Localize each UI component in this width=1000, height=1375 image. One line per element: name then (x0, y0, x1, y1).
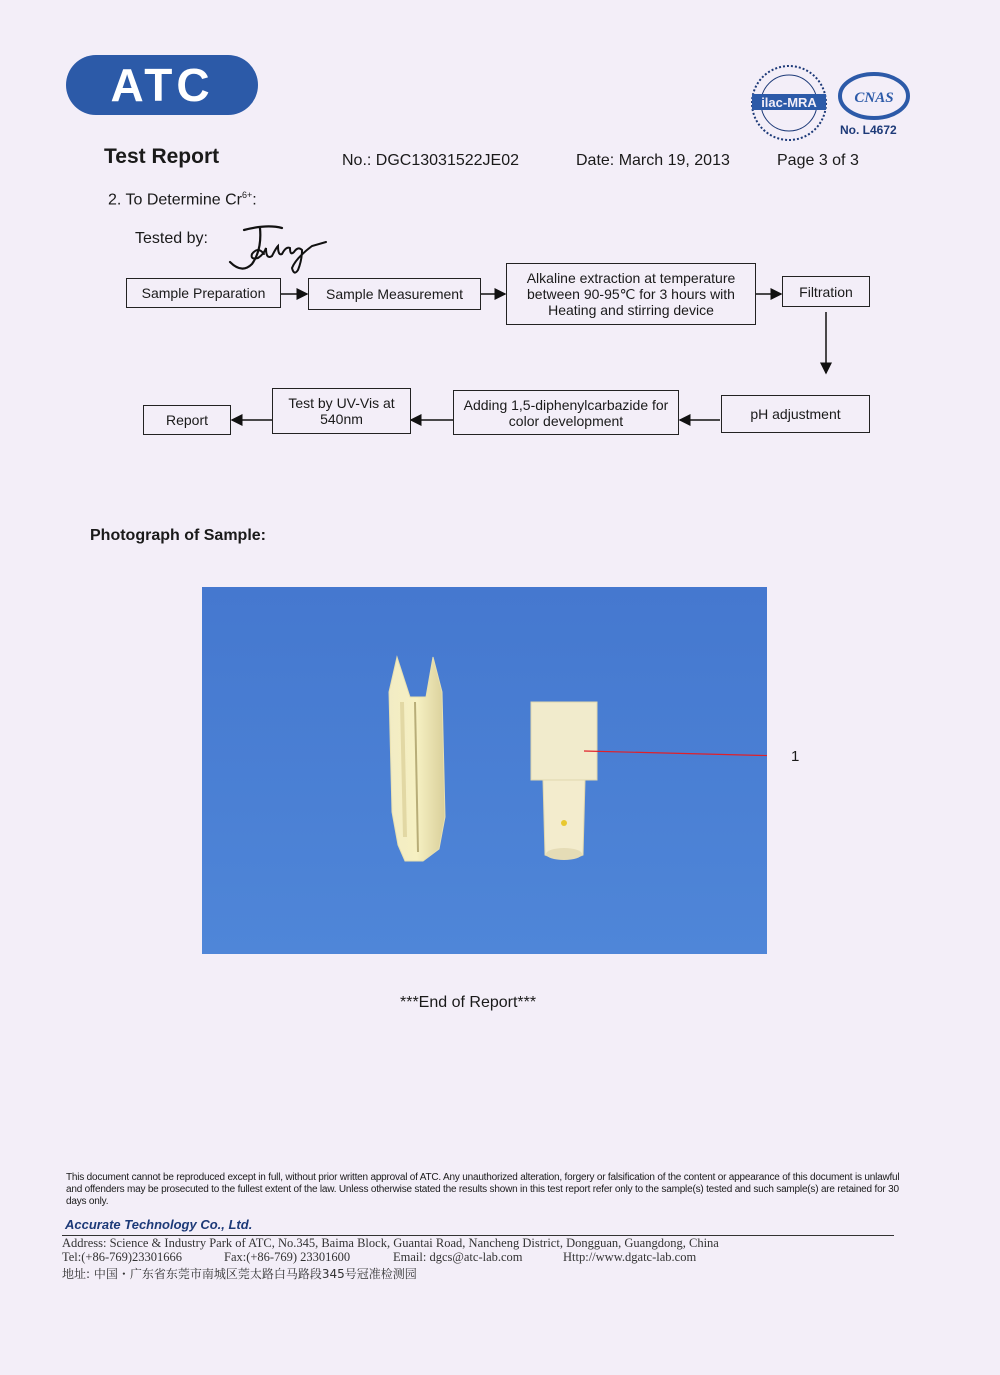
flow-box-adding-reagent: Adding 1,5-diphenylcarbazide for color development (453, 390, 679, 435)
flow-box-filtration: Filtration (782, 276, 870, 307)
license-number: No. L4672 (840, 123, 897, 137)
flow-box-uv-vis-test: Test by UV-Vis at 540nm (272, 388, 411, 434)
footer-email: Email: dgcs@atc-lab.com (393, 1250, 523, 1264)
footer-address-chinese: 地址: 中国・广东省东莞市南城区莞太路白马路段345号冠准检测园 (62, 1267, 417, 1281)
page-number: Page 3 of 3 (777, 152, 859, 169)
photo-heading: Photograph of Sample: (90, 527, 266, 544)
footer-website: Http://www.dgatc-lab.com (563, 1250, 697, 1264)
svg-text:ilac-MRA: ilac-MRA (761, 95, 817, 110)
report-number: No.: DGC13031522JE02 (342, 152, 519, 169)
flow-box-report: Report (143, 405, 231, 435)
flow-box-sample-preparation: Sample Preparation (126, 278, 281, 308)
section-heading: 2. To Determine $Cr^{6+}$: (108, 190, 257, 209)
end-of-report: ***End of Report*** (400, 994, 537, 1011)
svg-text:CNAS: CNAS (854, 90, 894, 106)
photo-callout-label: 1 (791, 748, 800, 765)
footer-disclaimer: This document cannot be reproduced except in full, without prior written approval of ATC. Any unauthorized alteration, forgery or falsification of the content or appearance of this document is unlawful and offenders may be prosecuted to the fullest extent of the law. Unless otherwise stated the results shown in this test report refer only to the sample(s) tested and such sample(s) are retained for 30 days only. (66, 1172, 900, 1207)
tested-by-label: Tested by: (135, 230, 208, 247)
footer-company: Accurate Technology Co., Ltd. (65, 1217, 253, 1232)
flow-box-alkaline-extraction: Alkaline extraction at temperature between 90-95℃ for 3 hours with Heating and stirring device (506, 263, 756, 325)
atc-logo: ATC (66, 55, 258, 115)
flow-box-ph-adjustment: pH adjustment (721, 395, 870, 433)
footer-address: Address: Science & Industry Park of ATC, No.345, Baima Block, Guantai Road, Nancheng District, Dongguan, Guangdong, China (62, 1236, 719, 1250)
footer-tel: Tel:(+86-769)23301666 (62, 1250, 183, 1264)
footer-fax: Fax:(+86-769) 23301600 (224, 1250, 351, 1264)
report-date: Date: March 19, 2013 (576, 152, 730, 169)
report-title: Test Report (104, 145, 220, 168)
sample-parts-image (202, 587, 767, 954)
flow-box-sample-measurement: Sample Measurement (308, 278, 481, 310)
sample-photograph (202, 587, 767, 954)
